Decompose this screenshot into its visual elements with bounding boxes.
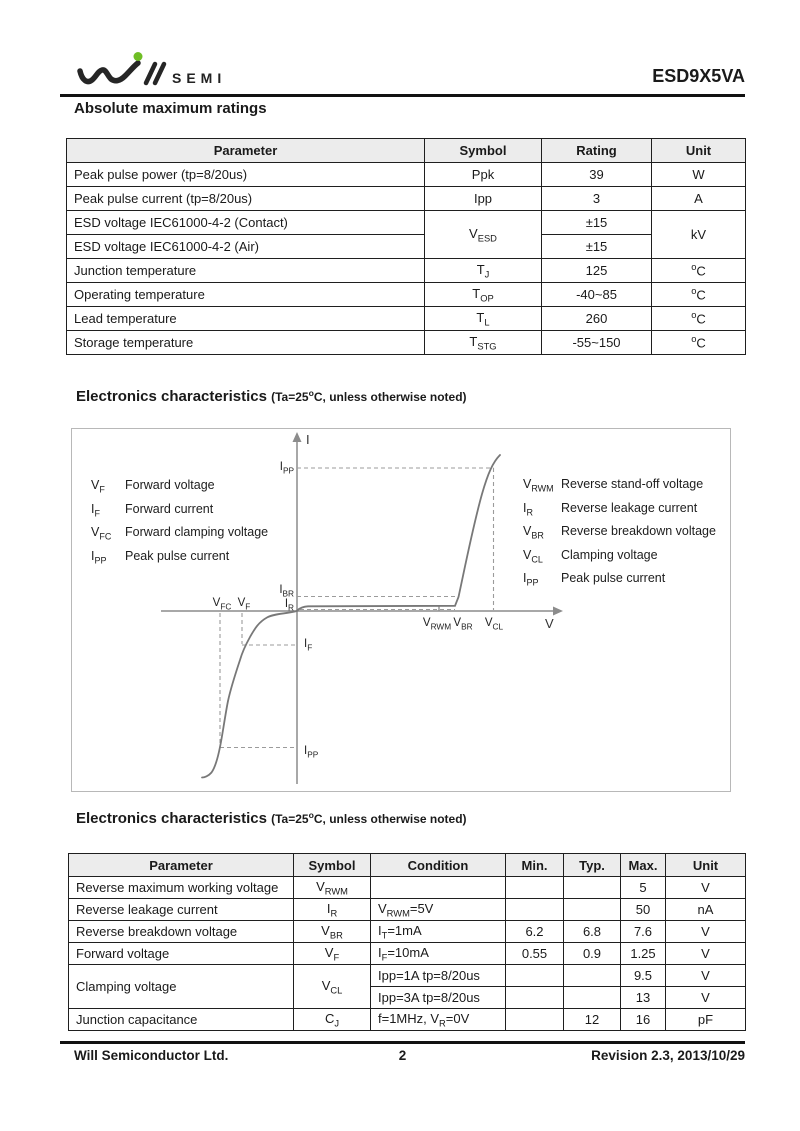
footer-revision: Revision 2.3, 2013/10/29 (591, 1048, 745, 1063)
table-cell (506, 1009, 564, 1031)
table-cell: 16 (621, 1009, 666, 1031)
table-cell: 13 (621, 987, 666, 1009)
table-row (67, 211, 746, 235)
table-cell: V (666, 921, 746, 943)
legend-description: Forward voltage (125, 478, 215, 492)
table-cell: Junction capacitance (69, 1009, 294, 1031)
table-cell: 125 (542, 259, 652, 283)
table-cell: $V_{RWM}$ (294, 877, 371, 899)
table-cell: 5 (621, 877, 666, 899)
table-row (67, 283, 746, 307)
legend-description: Reverse stand-off voltage (561, 477, 704, 491)
legend-description: Reverse leakage current (561, 500, 698, 515)
column-header: Max. (621, 854, 666, 877)
legend-symbol: $I_{PP}$ (523, 571, 539, 588)
table-cell: 50 (621, 899, 666, 921)
table-cell: ESD voltage IEC61000-4-2 (Contact) (67, 211, 425, 235)
table-cell: Forward voltage (69, 943, 294, 965)
legend-item (523, 502, 716, 520)
table-header-row (67, 139, 746, 163)
table-cell: Peak pulse current (tp=8/20us) (67, 187, 425, 211)
table-row (67, 235, 746, 259)
table-cell: A (652, 187, 746, 211)
table-cell: 39 (542, 163, 652, 187)
ibr-label: $I_{BR}$ (279, 584, 294, 599)
table-cell: 6.2 (506, 921, 564, 943)
column-header: Parameter (67, 139, 425, 163)
table-header-row (69, 854, 746, 877)
legend-symbol: $V_{BR}$ (523, 524, 544, 541)
table-cell: -40~85 (542, 283, 652, 307)
table-cell: $C_J$ (294, 1009, 371, 1031)
table-cell: Peak pulse power (tp=8/20us) (67, 163, 425, 187)
legend-symbol: $V_{RWM}$ (523, 477, 554, 494)
vfc-label: $V_{FC}$ (212, 597, 232, 612)
vf-label: $V_F$ (237, 597, 251, 612)
table-cell (564, 899, 621, 921)
legend-description: Forward current (125, 501, 214, 516)
table-cell: Clamping voltage (69, 965, 294, 1009)
column-header: Condition (371, 854, 506, 877)
table-cell: Operating temperature (67, 283, 425, 307)
part-number: ESD9X5VA (652, 66, 745, 86)
legend-description: Peak pulse current (561, 571, 666, 585)
if-label: $I_F$ (304, 638, 313, 653)
legend-item (523, 549, 716, 567)
elec-characteristics-title-2 (76, 810, 467, 827)
table-cell: -55~150 (542, 331, 652, 355)
absolute-maximum-ratings-table (66, 138, 746, 355)
legend-description: Peak pulse current (125, 548, 230, 563)
elec-title-text: Electronics characteristics (76, 388, 267, 405)
x-axis-arrow (553, 607, 563, 616)
will-semi-logo-icon (58, 50, 170, 90)
table-cell: nA (666, 899, 746, 921)
table-cell: $I_F=10mA$ (371, 943, 506, 965)
legend-symbol: $I_{PP}$ (91, 548, 107, 565)
table-cell: ±15 (542, 235, 652, 259)
table-cell (506, 877, 564, 899)
table-cell: V (666, 877, 746, 899)
column-header: Unit (666, 854, 746, 877)
legend-item (91, 526, 268, 544)
table-cell: $T_{STG}$ (425, 331, 542, 355)
legend-item (523, 572, 716, 590)
table-cell: Ipp (425, 187, 542, 211)
column-header: Rating (542, 139, 652, 163)
table-cell (564, 877, 621, 899)
table-row (69, 965, 746, 987)
table-row (67, 187, 746, 211)
vbr-label: $V_{BR}$ (453, 617, 473, 632)
y-axis-label: I (306, 432, 310, 447)
column-header: Symbol (425, 139, 542, 163)
column-header: Typ. (564, 854, 621, 877)
table-row (67, 307, 746, 331)
table-cell: ±15 (542, 211, 652, 235)
table-cell: 260 (542, 307, 652, 331)
table-cell (506, 899, 564, 921)
elec-title-note: ($Ta=25^oC$, unless otherwise noted) (271, 810, 467, 826)
legend-symbol: $V_F$ (91, 478, 105, 495)
legend-item (91, 550, 268, 568)
diagram-legend-right (523, 478, 716, 596)
table-cell: 0.9 (564, 943, 621, 965)
table-cell: Storage temperature (67, 331, 425, 355)
column-header: Parameter (69, 854, 294, 877)
table-cell (506, 965, 564, 987)
vcl-label: $V_{CL}$ (484, 617, 504, 632)
table-cell: Reverse maximum working voltage (69, 877, 294, 899)
table-cell: $I_T=1mA$ (371, 921, 506, 943)
table-cell: $V_{CL}$ (294, 965, 371, 1009)
abs-max-ratings-title: Absolute maximum ratings (74, 100, 267, 117)
table-cell: $T_J$ (425, 259, 542, 283)
table-cell (564, 965, 621, 987)
legend-description: Clamping voltage (561, 547, 658, 562)
diagram-legend-left (91, 479, 268, 573)
table-cell: V (666, 943, 746, 965)
table-cell: Ipp=1A tp=8/20us (371, 965, 506, 987)
table-cell: $T_{OP}$ (425, 283, 542, 307)
column-header: Symbol (294, 854, 371, 877)
footer-rule (60, 1041, 745, 1044)
table-cell: Reverse leakage current (69, 899, 294, 921)
table-cell: V (666, 987, 746, 1009)
forward-curve (202, 611, 297, 778)
table-cell: $^o$C (652, 307, 746, 331)
table-cell: pF (666, 1009, 746, 1031)
table-cell: $V_{BR}$ (294, 921, 371, 943)
logo-green-dot (134, 52, 143, 61)
table-cell: f=1MHz, $V_R=0V$ (371, 1009, 506, 1031)
legend-symbol: $I_R$ (523, 500, 533, 517)
table-cell (371, 877, 506, 899)
table-row (69, 1009, 746, 1031)
table-row (69, 877, 746, 899)
table-cell: $^o$C (652, 331, 746, 355)
ipp-bottom-label: $I_{PP}$ (304, 745, 319, 760)
table-row (69, 899, 746, 921)
table-row (69, 943, 746, 965)
table-cell (506, 987, 564, 1009)
table-cell: 12 (564, 1009, 621, 1031)
table-cell: ESD voltage IEC61000-4-2 (Air) (67, 235, 425, 259)
electronics-characteristics-table (68, 853, 746, 1031)
table-cell: Ppk (425, 163, 542, 187)
footer-page-number: 2 (398, 1048, 407, 1063)
table-cell: 9.5 (621, 965, 666, 987)
vrwm-label: $V_{RWM}$ (422, 617, 452, 632)
brand-text: SEMI (172, 70, 227, 86)
legend-symbol: $I_F$ (91, 501, 100, 518)
header-rule (60, 94, 745, 97)
table-row (67, 259, 746, 283)
legend-item (91, 503, 268, 521)
table-cell: 3 (542, 187, 652, 211)
legend-symbol: $V_{FC}$ (91, 525, 112, 542)
table-cell: V (666, 965, 746, 987)
elec-title-note: ($Ta=25^oC$, unless otherwise noted) (271, 388, 467, 404)
table-cell: $V_{ESD}$ (425, 211, 542, 259)
table-cell: 0.55 (506, 943, 564, 965)
column-header: Unit (652, 139, 746, 163)
legend-description: Forward clamping voltage (125, 525, 269, 539)
table-cell: $V_F$ (294, 943, 371, 965)
footer-company: Will Semiconductor Ltd. (74, 1048, 229, 1063)
table-cell: W (652, 163, 746, 187)
logo-slash-2 (155, 64, 164, 83)
legend-item (523, 478, 716, 496)
logo-slash-1 (146, 64, 155, 83)
elec-characteristics-title-1 (76, 388, 467, 405)
legend-item (523, 525, 716, 543)
iv-curve-diagram (71, 428, 731, 792)
table-cell: $V_{RWM}=5V$ (371, 899, 506, 921)
table-cell: 7.6 (621, 921, 666, 943)
x-axis-label: V (545, 616, 554, 631)
table-cell: 6.8 (564, 921, 621, 943)
table-cell: Ipp=3A tp=8/20us (371, 987, 506, 1009)
legend-description: Reverse breakdown voltage (561, 524, 716, 538)
reverse-curve (297, 455, 500, 611)
table-row (67, 331, 746, 355)
y-axis-arrow (293, 432, 302, 442)
table-cell (564, 987, 621, 1009)
table-cell: $^o$C (652, 259, 746, 283)
table-row (67, 163, 746, 187)
table-cell: $^o$C (652, 283, 746, 307)
table-cell: $I_R$ (294, 899, 371, 921)
ir-label: $I_R$ (284, 598, 294, 613)
table-cell: 1.25 (621, 943, 666, 965)
logo-wave (80, 63, 138, 82)
table-cell: Lead temperature (67, 307, 425, 331)
legend-symbol: $V_{CL}$ (523, 547, 543, 564)
legend-item (91, 479, 268, 497)
table-cell: $T_L$ (425, 307, 542, 331)
table-cell: Junction temperature (67, 259, 425, 283)
ipp-top-label: $I_{PP}$ (279, 461, 294, 476)
elec-title-text: Electronics characteristics (76, 810, 267, 827)
table-cell: kV (652, 211, 746, 259)
table-cell: Reverse breakdown voltage (69, 921, 294, 943)
column-header: Min. (506, 854, 564, 877)
table-row (69, 921, 746, 943)
